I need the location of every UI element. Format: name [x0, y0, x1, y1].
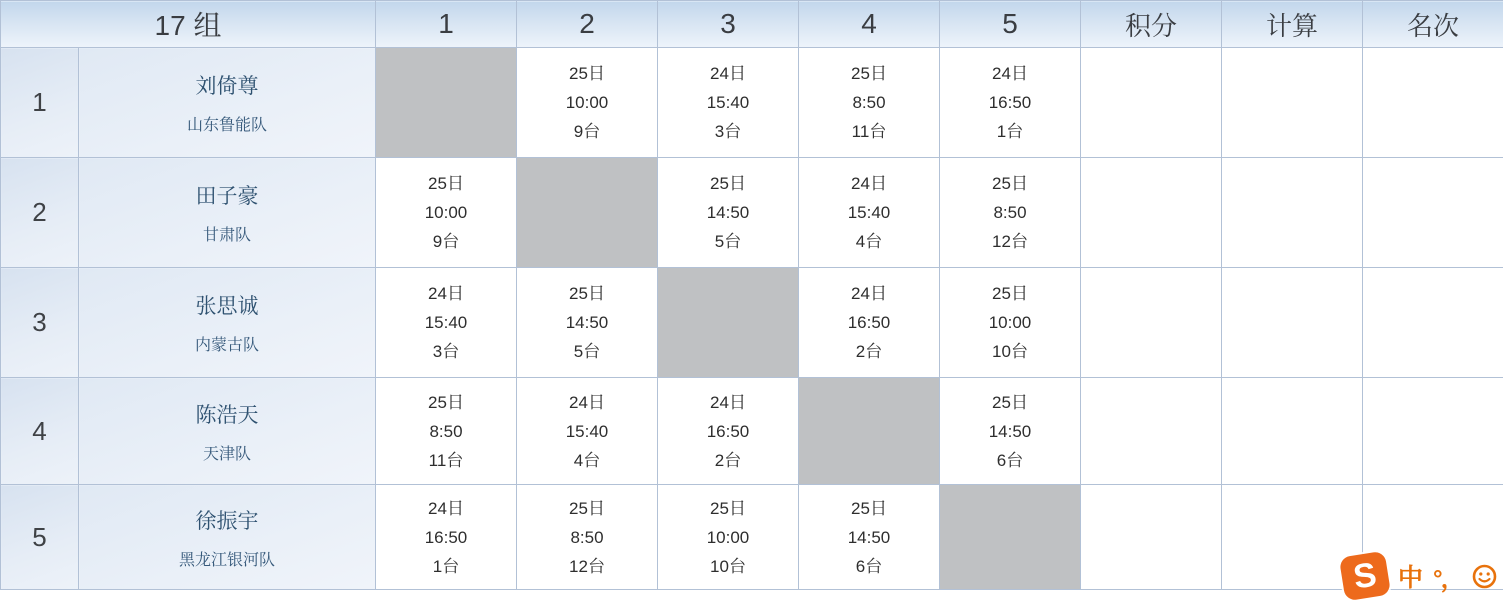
- match-time: 14:50: [847, 527, 891, 547]
- match-time: 16:50: [424, 527, 468, 547]
- calc-cell[interactable]: [1222, 268, 1363, 378]
- match-table: 4台: [855, 232, 883, 251]
- match-time: 16:50: [988, 93, 1032, 112]
- match-table: 1台: [996, 122, 1024, 141]
- match-date: 25日: [569, 64, 605, 83]
- match-table: 9台: [573, 122, 601, 141]
- round-header-3: 3: [658, 1, 799, 48]
- row-number-cell[interactable]: 5: [1, 485, 79, 590]
- sogou-logo[interactable]: S: [1339, 551, 1391, 601]
- player-row-1: [1, 48, 1503, 158]
- match-time: 14:50: [706, 203, 750, 222]
- player-row-3: [1, 268, 1503, 378]
- match-table: 12台: [992, 232, 1028, 251]
- match-date: 25日: [851, 64, 887, 83]
- match-time: 15:40: [424, 313, 468, 332]
- player-name: 陈浩天: [195, 403, 259, 427]
- match-schedule-cell[interactable]: [940, 268, 1081, 378]
- match-schedule-cell[interactable]: [658, 158, 799, 268]
- player-row-2: [1, 158, 1503, 268]
- player-team: 黑龙江银河队: [178, 551, 275, 569]
- header-row: [1, 1, 1503, 48]
- match-time: 8:50: [993, 203, 1027, 222]
- match-time: 15:40: [565, 421, 609, 441]
- chinese-mode-toggle[interactable]: 中: [1398, 564, 1424, 592]
- round-header-2: 2: [517, 1, 658, 48]
- match-table: 4台: [573, 450, 601, 470]
- match-table: 11台: [851, 122, 887, 141]
- rank-cell[interactable]: [1363, 48, 1503, 158]
- match-date: 25日: [428, 174, 464, 193]
- match-schedule-cell[interactable]: [517, 48, 658, 158]
- match-schedule-cell[interactable]: [799, 158, 940, 268]
- match-schedule-cell[interactable]: [517, 268, 658, 378]
- points-cell[interactable]: [1081, 378, 1222, 485]
- match-date: 25日: [569, 498, 605, 518]
- match-date: 24日: [428, 284, 464, 303]
- match-date: 24日: [851, 174, 887, 193]
- match-date: 24日: [428, 498, 464, 518]
- match-schedule-cell[interactable]: [799, 485, 940, 590]
- self-pairing-cell[interactable]: [376, 48, 517, 158]
- match-date: 25日: [992, 392, 1028, 412]
- match-schedule-cell[interactable]: [517, 485, 658, 590]
- match-schedule-cell[interactable]: [940, 378, 1081, 485]
- player-name: 刘倚尊: [195, 75, 259, 98]
- calc-cell[interactable]: [1222, 378, 1363, 485]
- match-table: 3台: [432, 342, 460, 361]
- player-cell[interactable]: [79, 378, 376, 485]
- match-schedule-cell[interactable]: [940, 48, 1081, 158]
- match-time: 8:50: [852, 93, 886, 112]
- match-date: 24日: [851, 284, 887, 303]
- self-pairing-cell[interactable]: [940, 485, 1081, 590]
- row-number-cell[interactable]: 2: [1, 158, 79, 268]
- points-cell[interactable]: [1081, 158, 1222, 268]
- match-date: 25日: [710, 498, 746, 518]
- player-cell[interactable]: [79, 158, 376, 268]
- match-date: 24日: [710, 64, 746, 83]
- match-date: 25日: [569, 284, 605, 303]
- match-table: 9台: [432, 232, 460, 251]
- match-time: 10:00: [706, 527, 750, 547]
- schedule-body: [1, 48, 1503, 590]
- match-schedule-cell[interactable]: [376, 378, 517, 485]
- rank-cell[interactable]: [1363, 158, 1503, 268]
- player-row-5: [1, 485, 1503, 590]
- points-cell[interactable]: [1081, 268, 1222, 378]
- match-date: 24日: [992, 64, 1028, 83]
- calc-header: 计算: [1222, 1, 1363, 48]
- row-number-cell[interactable]: 3: [1, 268, 79, 378]
- match-schedule-cell[interactable]: [940, 158, 1081, 268]
- rank-cell[interactable]: [1363, 378, 1503, 485]
- match-time: 15:40: [706, 93, 750, 112]
- match-table: 2台: [855, 342, 883, 361]
- player-row-4: [1, 378, 1503, 485]
- calc-cell[interactable]: [1222, 48, 1363, 158]
- match-time: 15:40: [847, 203, 891, 222]
- match-time: 8:50: [570, 527, 604, 547]
- match-table: 11台: [428, 450, 464, 470]
- row-number-cell[interactable]: 1: [1, 48, 79, 158]
- match-time: 16:50: [847, 313, 891, 332]
- match-time: 10:00: [988, 313, 1032, 332]
- match-schedule-cell[interactable]: [658, 485, 799, 590]
- points-header: 积分: [1081, 1, 1222, 48]
- match-date: 25日: [710, 174, 746, 193]
- self-pairing-cell[interactable]: [517, 158, 658, 268]
- sogou-ime-toolbar: [1342, 551, 1503, 601]
- match-date: 25日: [428, 392, 464, 412]
- player-team: 天津队: [202, 445, 251, 463]
- match-date: 25日: [851, 498, 887, 518]
- match-table: 2台: [714, 450, 742, 470]
- match-schedule-cell[interactable]: [658, 378, 799, 485]
- points-cell[interactable]: [1081, 48, 1222, 158]
- match-table: 5台: [573, 342, 601, 361]
- match-schedule-cell[interactable]: [799, 48, 940, 158]
- match-table: 10台: [710, 556, 746, 576]
- player-cell[interactable]: [79, 268, 376, 378]
- match-table: 10台: [992, 342, 1028, 361]
- emoji-picker-icon[interactable]: [1472, 564, 1497, 589]
- self-pairing-cell[interactable]: [658, 268, 799, 378]
- player-cell[interactable]: [79, 485, 376, 590]
- player-name: 田子豪: [195, 185, 259, 208]
- match-time: 16:50: [706, 421, 750, 441]
- row-number-cell[interactable]: 4: [1, 378, 79, 485]
- match-time: 14:50: [988, 421, 1032, 441]
- self-pairing-cell[interactable]: [799, 378, 940, 485]
- match-table: 6台: [855, 556, 883, 576]
- match-table: 5台: [714, 232, 742, 251]
- match-table: 1台: [432, 556, 460, 576]
- match-table: 12台: [569, 556, 605, 576]
- player-team: 山东鲁能队: [186, 117, 267, 134]
- match-time: 10:00: [424, 203, 468, 222]
- match-schedule-cell[interactable]: [376, 485, 517, 590]
- match-table: 3台: [714, 122, 742, 141]
- player-team: 内蒙古队: [194, 337, 259, 354]
- match-date: 25日: [992, 284, 1028, 303]
- match-time: 10:00: [565, 93, 609, 112]
- calc-cell[interactable]: [1222, 158, 1363, 268]
- round-header-1: 1: [376, 1, 517, 48]
- match-schedule-cell[interactable]: [799, 268, 940, 378]
- match-time: 14:50: [565, 313, 609, 332]
- match-table: 6台: [996, 450, 1024, 470]
- match-schedule-cell[interactable]: [376, 268, 517, 378]
- match-schedule-cell[interactable]: [376, 158, 517, 268]
- player-cell[interactable]: [79, 48, 376, 158]
- match-date: 25日: [992, 174, 1028, 193]
- rank-cell[interactable]: [1363, 268, 1503, 378]
- points-cell[interactable]: [1081, 485, 1222, 590]
- match-time: 8:50: [429, 421, 463, 441]
- match-date: 24日: [710, 392, 746, 412]
- group-title: 17 组: [1, 1, 376, 48]
- punctuation-mode-toggle[interactable]: °，: [1433, 565, 1463, 593]
- round-header-4: 4: [799, 1, 940, 48]
- round-header-5: 5: [940, 1, 1081, 48]
- player-team: 甘肃队: [202, 227, 251, 244]
- player-name: 张思诚: [195, 295, 259, 318]
- player-name: 徐振宇: [195, 509, 259, 533]
- match-schedule-cell[interactable]: [517, 378, 658, 485]
- match-date: 24日: [569, 392, 605, 412]
- match-schedule-cell[interactable]: [658, 48, 799, 158]
- rank-header: 名次: [1363, 1, 1503, 48]
